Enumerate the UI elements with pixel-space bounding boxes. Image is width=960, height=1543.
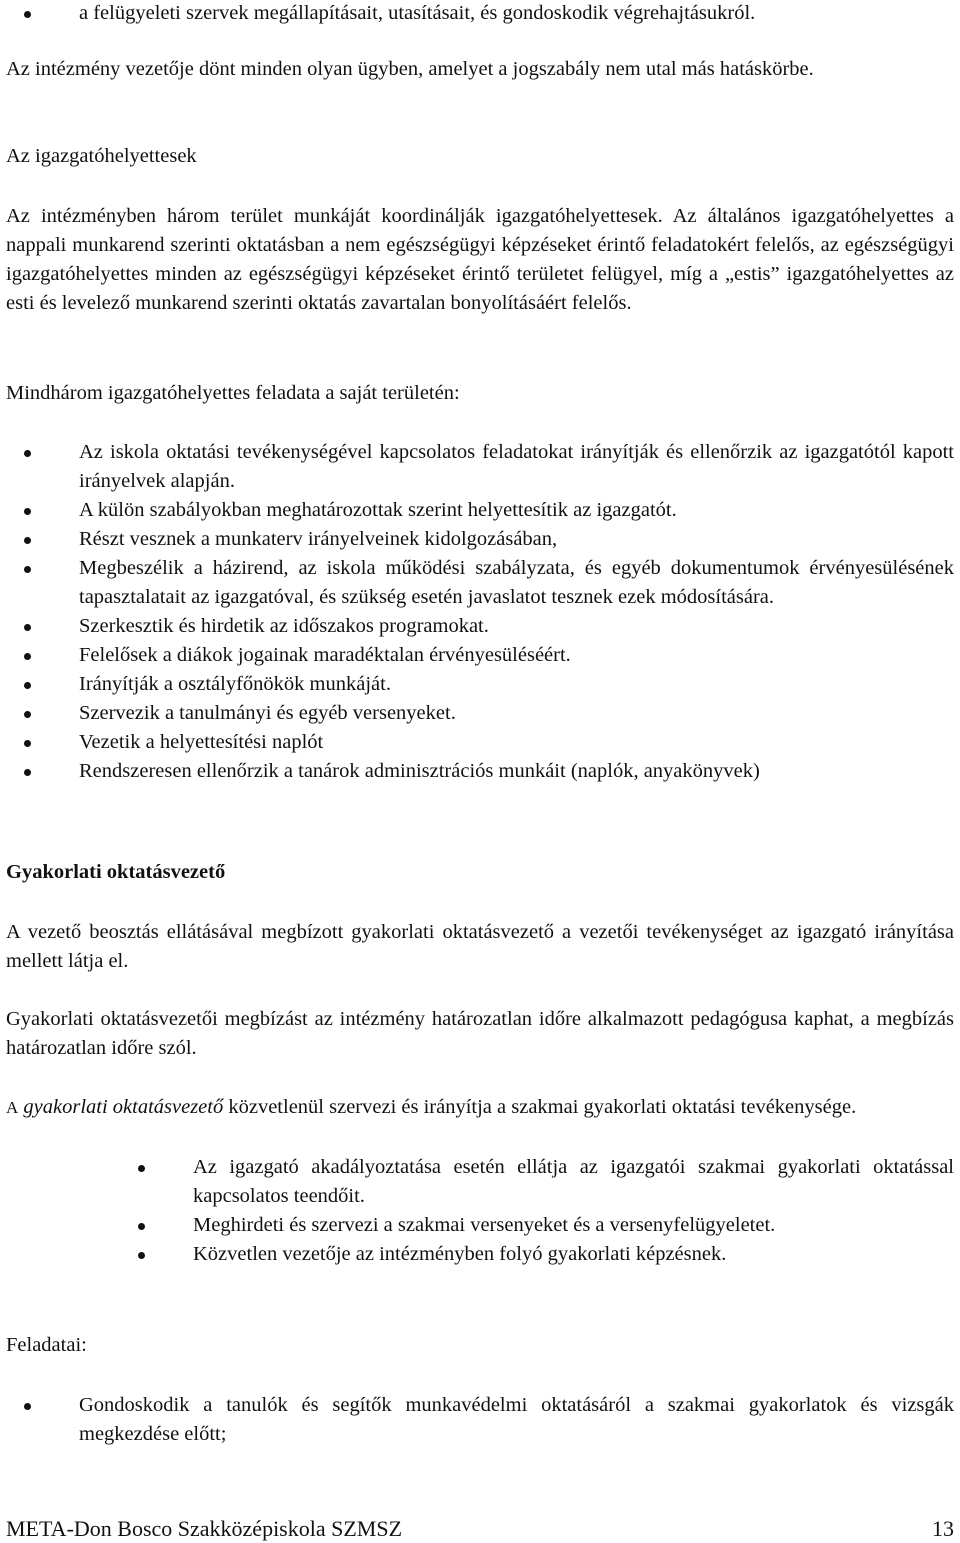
section-heading-practical: Gyakorlati oktatásvezető (6, 861, 226, 883)
paragraph-practical-2: Gyakorlati oktatásvezetői megbízást az intézmény határozatlan időre alkalmazott pedagógusa kaphat, a megbízás határozatlan időre szól. (6, 1008, 954, 1059)
paragraph-practical-1: A vezető beosztás ellátásával megbízott gyakorlati oktatásvezető a vezetői tevékenységet az igazgató irányítása mellett látja el. (6, 921, 954, 972)
list-item: Rendszeresen ellenőrzik a tanárok adminisztrációs munkáit (naplók, anyakönyvek) (6, 757, 954, 786)
list-item: Vezetik a helyettesítési naplót (6, 728, 954, 757)
paragraph-tasks-intro: Mindhárom igazgatóhelyettes feladata a saját területén: (6, 382, 460, 404)
paragraph-director: Az intézmény vezetője dönt minden olyan ügyben, amelyet a jogszabály nem utal más hatáskörbe. (6, 58, 814, 80)
list-item: Szervezik a tanulmányi és egyéb versenyeket. (6, 699, 954, 728)
list-item: Felelősek a diákok jogainak maradéktalan érvényesüléséért. (6, 641, 954, 670)
paragraph-practical-3: A gyakorlati oktatásvezető közvetlenül szervezi és irányítja a szakmai gyakorlati oktatási tevékenysége. (6, 1096, 857, 1118)
list-item: Irányítják a osztályfőnökök munkáját. (6, 670, 954, 699)
list-item: Szerkesztik és hirdetik az időszakos programokat. (6, 612, 954, 641)
list-item: A külön szabályokban meghatározottak szerint helyettesítik az igazgatót. (6, 496, 954, 525)
section-heading-deputies: Az igazgatóhelyettesek (6, 145, 197, 167)
page-footer (6, 1514, 954, 1543)
list-item: Részt vesznek a munkaterv irányelveinek kidolgozásában, (6, 525, 954, 554)
list-item: Az igazgató akadályoztatása esetén ellátja az igazgatói szakmai gyakorlati oktatással kapcsolatos teendőit. (120, 1153, 954, 1211)
deputy-task-list (6, 438, 954, 786)
list-item: Gondoskodik a tanulók és segítők munkavédelmi oktatásáról a szakmai gyakorlatok és vizsgák megkezdése előtt; (6, 1391, 954, 1449)
list-item: Meghirdeti és szervezi a szakmai versenyeket és a versenyfelügyeletet. (120, 1211, 954, 1240)
practical-task-list (120, 1153, 954, 1269)
list-item: Az iskola oktatási tevékenységével kapcsolatos feladatokat irányítják és ellenőrzik az igazgatótól kapott irányelvek alapján. (6, 438, 954, 496)
list-item: a felügyeleti szervek megállapításait, utasításait, és gondoskodik végrehajtásukról. (6, 0, 954, 28)
paragraph-deputies: Az intézményben három terület munkáját koordinálják igazgatóhelyettesek. Az általános igazgatóhelyettes a nappali munkarend szerinti oktatásban a nem egészségügyi képzéseket érintő feladatokért felelős, az egészségügyi igazgatóhelyettes minden az egészségügyi képzéseket érintő területet felügyel, míg a „estis” igazgatóhelyettes az esti és levelező munkarend szerinti oktatás zavartalan bonyolításáért felelős. (6, 205, 954, 314)
list-item: Közvetlen vezetője az intézményben folyó gyakorlati képzésnek. (120, 1240, 954, 1269)
footer-title: META-Don Bosco Szakközépiskola SZMSZ (6, 1516, 403, 1541)
safety-task-list (6, 1391, 954, 1449)
page-number: 13 (932, 1516, 954, 1541)
label-tasks: Feladatai: (6, 1334, 87, 1356)
list-item: Megbeszélik a házirend, az iskola működési szabályzata, és egyéb dokumentumok érvényesülésének tapasztalatait az igazgatóval, és szükség esetén javaslatot tesznek ezek módosítására. (6, 554, 954, 612)
bullet-list-top (6, 0, 954, 28)
